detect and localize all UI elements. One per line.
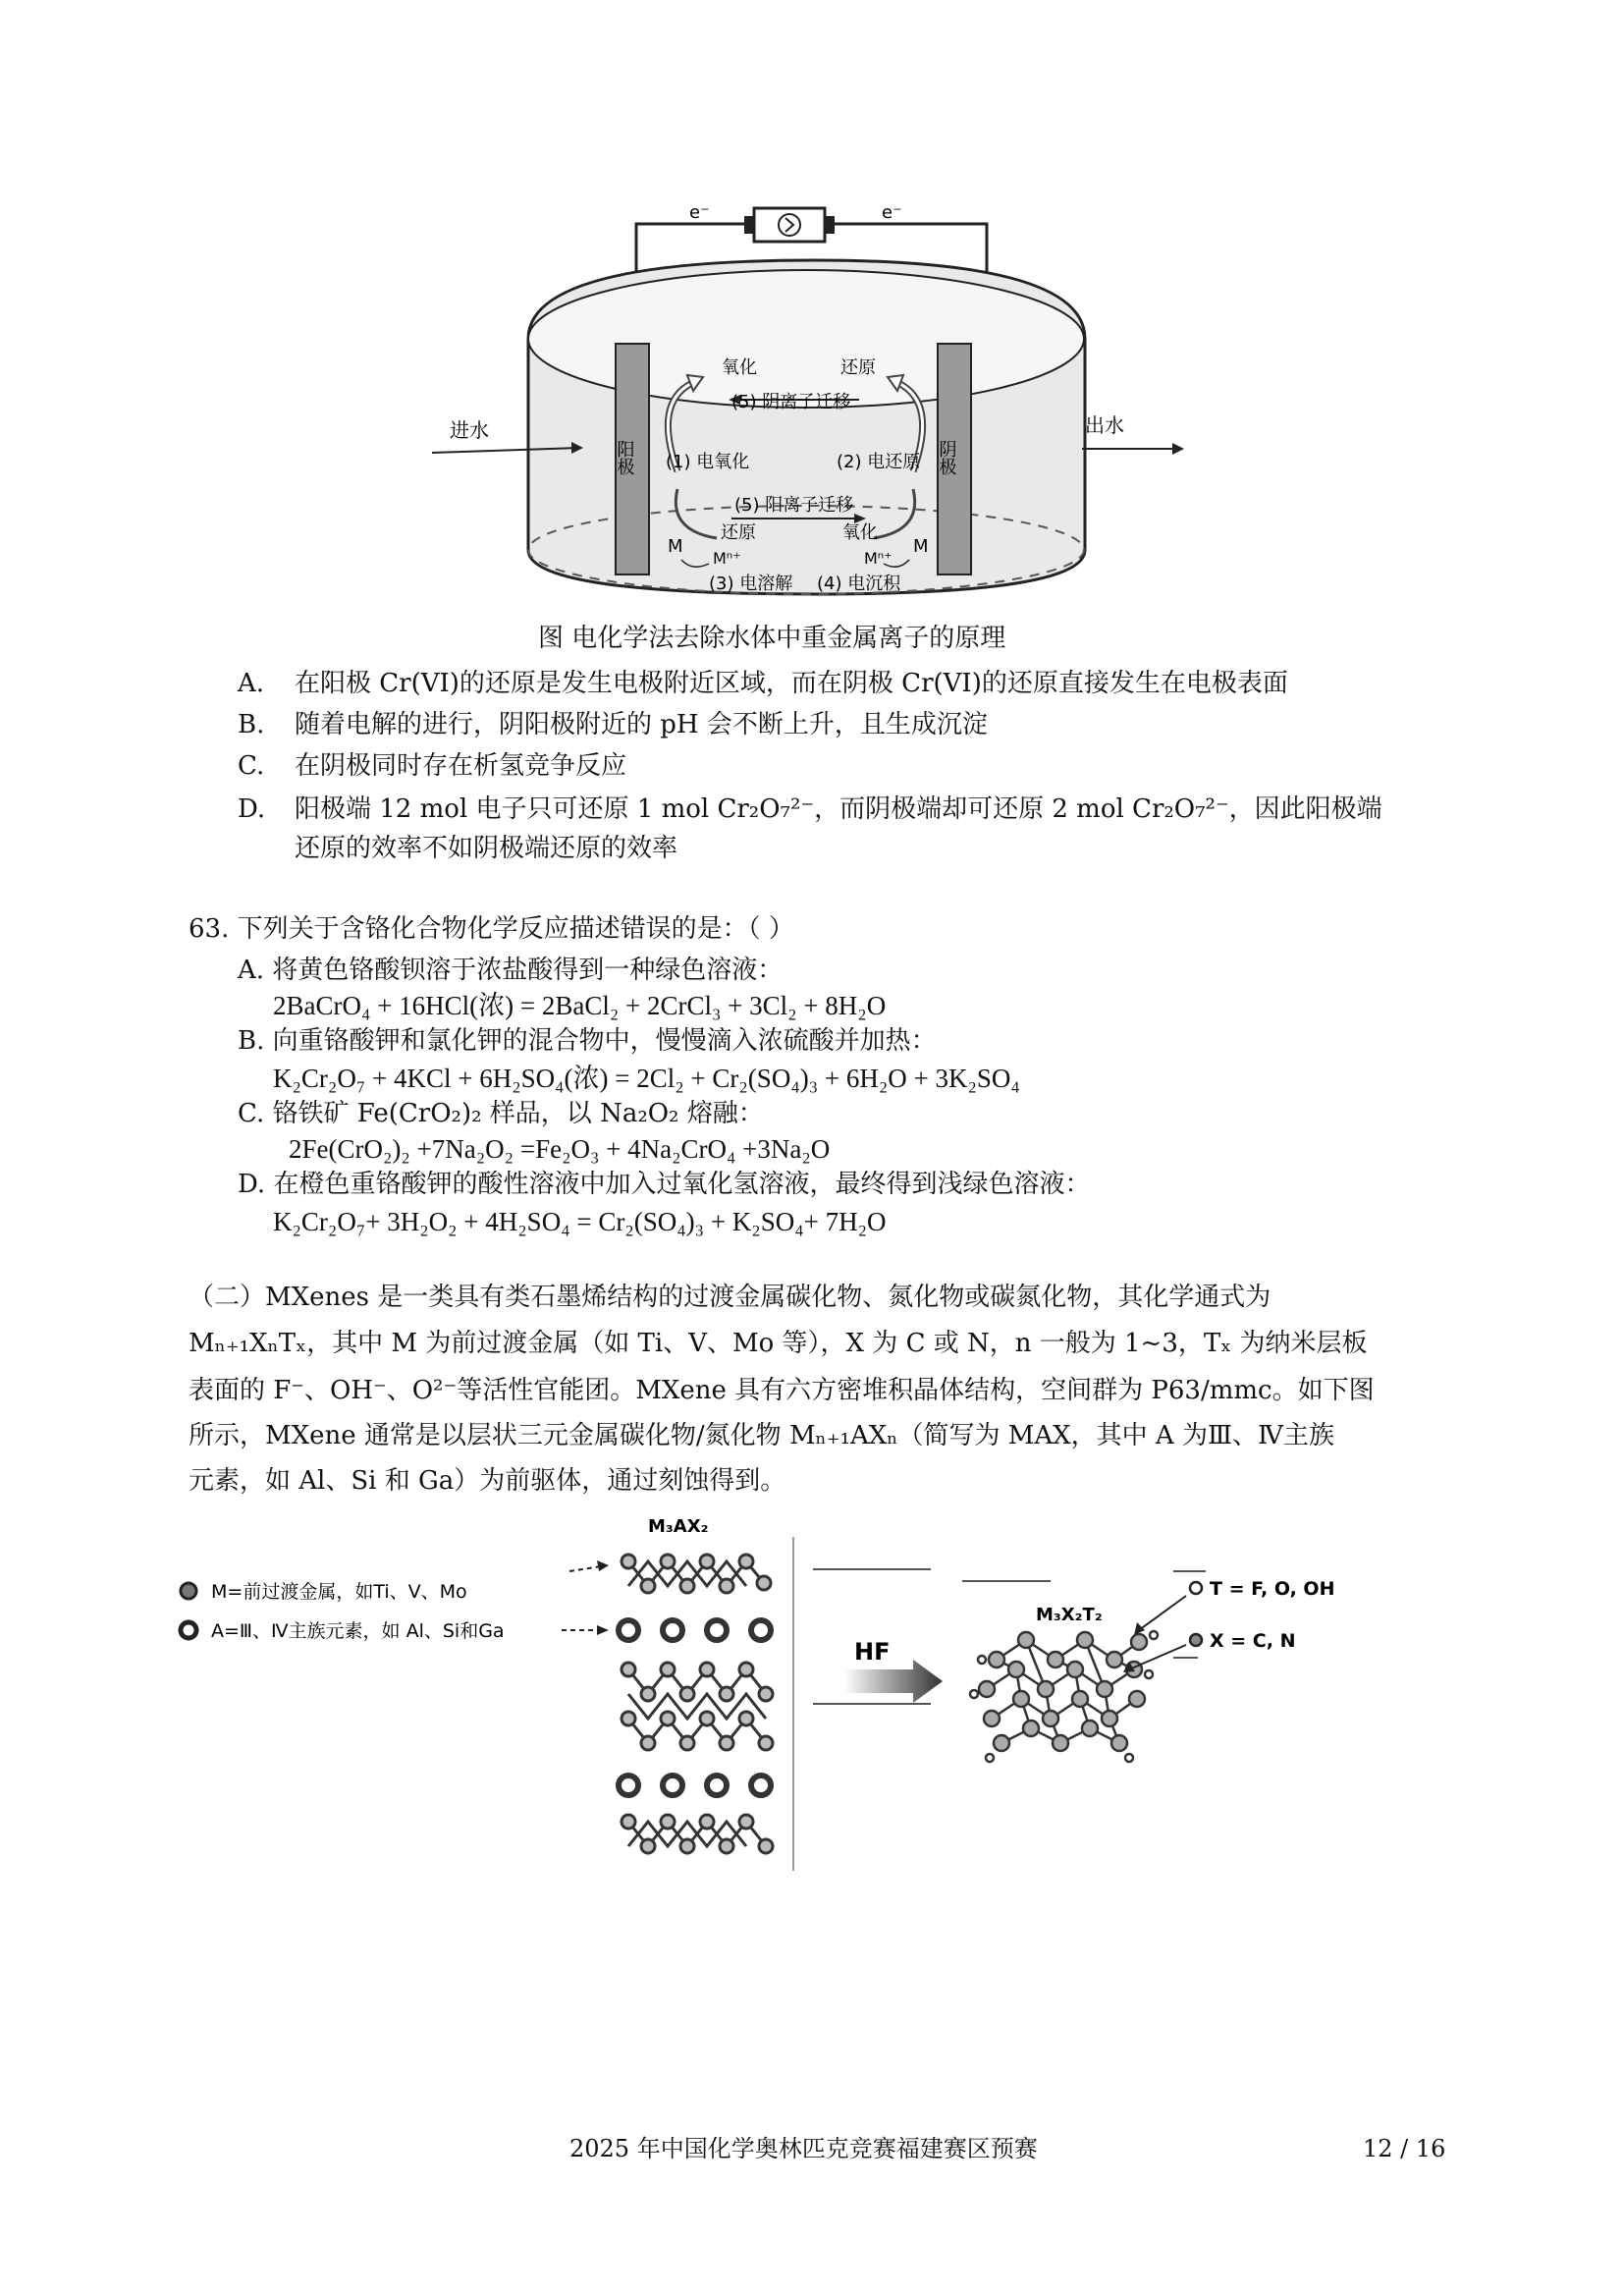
reduction-bottom-label: 还原 — [721, 522, 756, 543]
legend-a: A=Ⅲ、Ⅳ主族元素，如 Al、Si和Ga — [211, 1620, 505, 1642]
option-letter: C. — [238, 751, 265, 781]
legend-a-marker — [181, 1622, 196, 1638]
ion-right-label: Mⁿ⁺ — [864, 549, 893, 568]
mxene-figure — [167, 1498, 1443, 1910]
paragraph-line: 所示，MXene 通常是以层状三元金属碳化物/氮化物 Mₙ₊₁AXₙ（简写为 MAX，其中 A 为Ⅲ、Ⅳ主族 — [189, 1421, 1335, 1450]
mxene-label: M₃X₂T₂ — [1036, 1605, 1103, 1625]
anion-migration-label: (5) 阴离子迁移 — [731, 392, 851, 412]
paragraph-line: 元素，如 Al、Si 和 Ga）为前驱体，通过刻蚀得到。 — [189, 1466, 786, 1496]
question-stem: 63. 下列关于含铬化合物化学反应描述错误的是：（ ） — [189, 914, 794, 944]
option-b-desc: B. 向重铬酸钾和氯化钾的混合物中，慢慢滴入浓硫酸并加热： — [238, 1026, 937, 1056]
legend-x-marker — [1190, 1634, 1202, 1646]
electro-reduction-label: (2) 电还原 — [837, 452, 921, 472]
paragraph-line: 表面的 F⁻、OH⁻、O²⁻等活性官能团。MXene 具有六方密堆积晶体结构，空间群为 P63/mmc。如下图 — [189, 1376, 1375, 1405]
electron-left-label: e⁻ — [689, 202, 710, 223]
legend-m-marker — [181, 1583, 196, 1599]
electro-deposition-label: (4) 电沉积 — [817, 574, 901, 594]
anode-label: 阳极 — [614, 440, 635, 475]
metal-right-label: M — [913, 536, 929, 557]
mxene-structure — [970, 1631, 1158, 1762]
max-phase-label: M₃AX₂ — [648, 1516, 709, 1537]
hf-arrow — [844, 1660, 943, 1703]
option-a-equation: 2BaCrO₄ + 16HCl(浓) = 2BaCl₂ + 2CrCl₃ + 3Cl₂ + 8H₂O — [273, 991, 887, 1020]
option-letter: D. — [238, 794, 266, 824]
ion-left-label: Mⁿ⁺ — [713, 549, 741, 568]
option-b-equation: K₂Cr₂O₇ + 4KCl + 6H₂SO₄(浓) = 2Cl₂ + Cr₂(SO₄)₃ + 6H₂O + 3K₂SO₄ — [273, 1064, 1020, 1093]
paragraph-line: （二）MXenes 是一类具有类石墨烯结构的过渡金属碳化物、氮化物或碳氮化物，其化学通式为 — [189, 1283, 1271, 1312]
option-c-desc: C. 铬铁矿 Fe(CrO₂)₂ 样品，以 Na₂O₂ 熔融： — [238, 1099, 764, 1128]
option-text: 在阳极 Cr(VI)的还原是发生电极附近区域，而在阴极 Cr(VI)的还原直接发生在电极表面 — [295, 669, 1288, 698]
legend-t: T = F, O, OH — [1210, 1578, 1335, 1600]
footer-title: 2025 年中国化学奥林匹克竞赛福建赛区预赛 — [569, 2135, 1038, 2162]
option-text: 阳极端 12 mol 电子只可还原 1 mol Cr₂O₇²⁻，而阴极端却可还原 2 mol Cr₂O₇²⁻，因此阳极端 — [295, 794, 1382, 824]
electro-dissolution-label: (3) 电溶解 — [709, 574, 793, 594]
option-c-equation: 2Fe(CrO₂)₂ +7Na₂O₂ =Fe₂O₃ + 4Na₂CrO₄ +3Na₂O — [289, 1134, 831, 1164]
legend-m: M=前过渡金属，如Ti、V、Mo — [211, 1581, 467, 1603]
water-out-label: 出水 — [1085, 413, 1124, 437]
option-letter: A. — [238, 669, 265, 698]
option-a-desc: A. 将黄色铬酸钡溶于浓盐酸得到一种绿色溶液： — [238, 956, 784, 985]
cation-migration-label: (5) 阳离子迁移 — [734, 495, 854, 516]
option-text: 在阴极同时存在析氢竞争反应 — [295, 751, 627, 781]
page-number: 12 / 16 — [1363, 2135, 1446, 2162]
electron-right-label: e⁻ — [882, 202, 902, 223]
oxidation-bottom-label: 氧化 — [842, 522, 878, 543]
water-in-label: 进水 — [450, 418, 489, 442]
reduction-top-label: 还原 — [840, 357, 876, 378]
option-letter: B. — [238, 710, 265, 739]
legend-x: X = C, N — [1210, 1630, 1296, 1652]
hf-label: HF — [854, 1638, 891, 1666]
max-structure — [619, 1555, 773, 1853]
option-d-equation: K₂Cr₂O₇+ 3H₂O₂ + 4H₂SO₄ = Cr₂(SO₄)₃ + K₂SO₄+ 7H₂O — [273, 1207, 887, 1236]
electro-oxidation-label: (1) 电氧化 — [666, 452, 750, 472]
figure-caption: 图 电化学法去除水体中重金属离子的原理 — [538, 624, 1006, 653]
option-text: 还原的效率不如阴极端还原的效率 — [295, 834, 678, 863]
legend-t-marker — [1190, 1582, 1202, 1594]
option-d-desc: D. 在橙色重铬酸钾的酸性溶液中加入过氧化氢溶液，最终得到浅绿色溶液： — [238, 1170, 1091, 1199]
electrochemistry-figure — [422, 187, 1227, 619]
metal-left-label: M — [668, 536, 683, 557]
oxidation-top-label: 氧化 — [722, 357, 757, 378]
paragraph-line: Mₙ₊₁XₙTₓ，其中 M 为前过渡金属（如 Ti、V、Mo 等），X 为 C 或 N，n 一般为 1~3，Tₓ 为纳米层板 — [189, 1329, 1368, 1358]
option-text: 随着电解的进行，阴阳极附近的 pH 会不断上升，且生成沉淀 — [295, 710, 988, 739]
cathode-label: 阴极 — [936, 440, 957, 475]
